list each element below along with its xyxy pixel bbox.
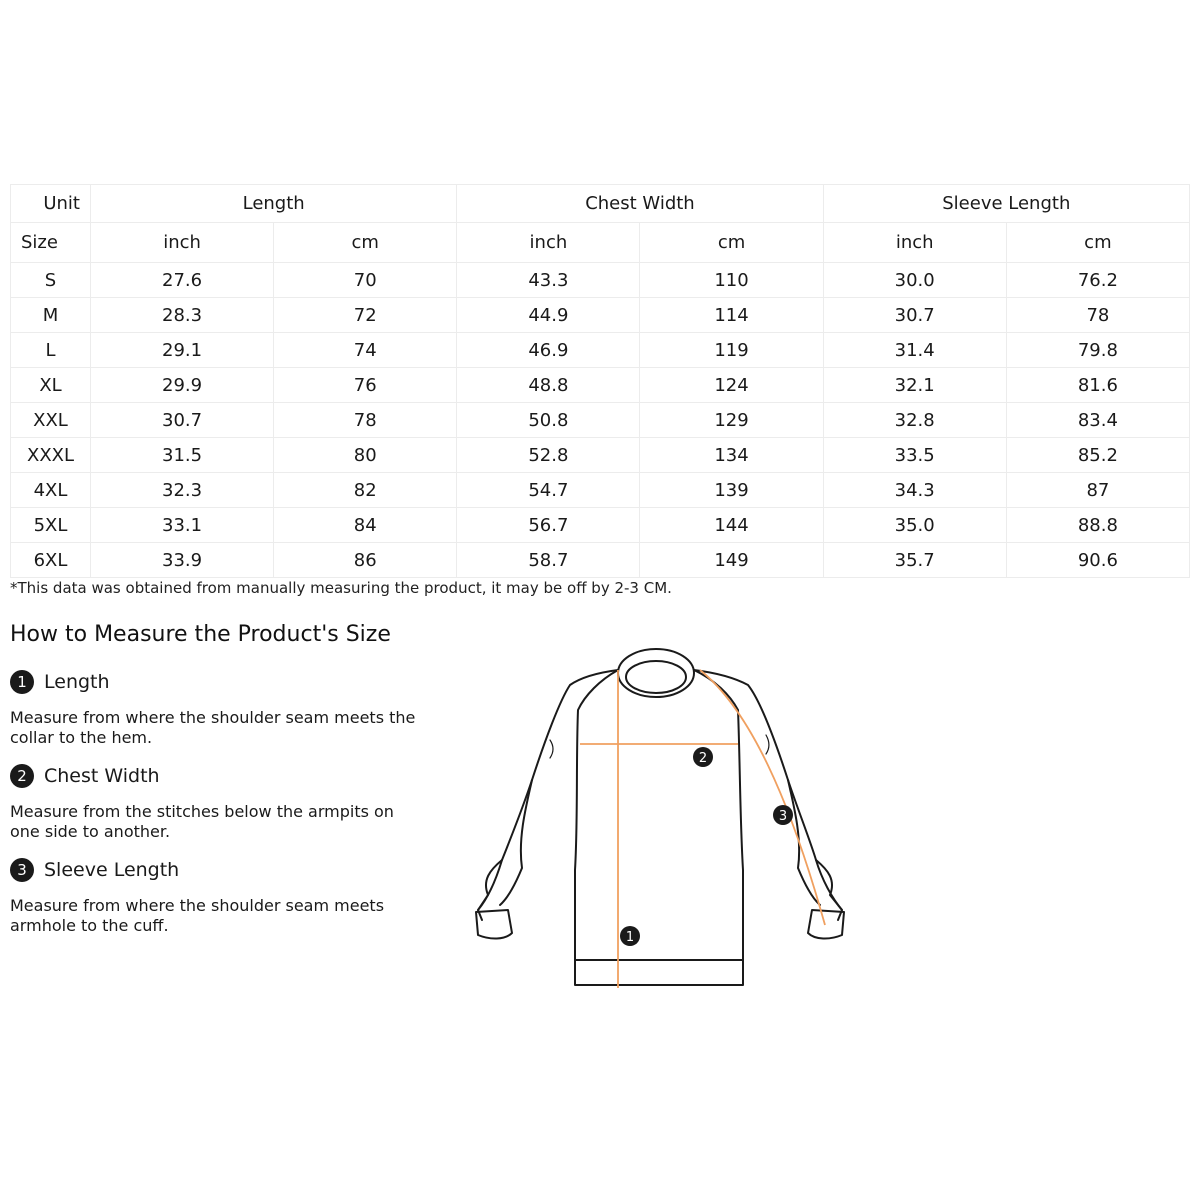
measurement-cell: 139 [640, 473, 823, 508]
left-raglan-seam [575, 670, 618, 960]
measurement-cell: 84 [274, 508, 457, 543]
table-row [11, 368, 1190, 403]
size-cell: XXXL [11, 438, 91, 473]
size-cell: 6XL [11, 543, 91, 578]
size-cell: 4XL [11, 473, 91, 508]
right-cuff [808, 910, 844, 939]
marker-2 [693, 747, 713, 767]
step-number-badge: 3 [10, 858, 34, 882]
subunit-header: inch [91, 223, 274, 263]
subunit-header: cm [274, 223, 457, 263]
table-header-units [11, 223, 1190, 263]
measurement-cell: 32.8 [823, 403, 1006, 438]
measurement-cell: 43.3 [457, 263, 640, 298]
right-sleeve-inner [788, 780, 820, 905]
unit-label: Unit [11, 185, 91, 223]
svg-text:3: 3 [778, 809, 788, 824]
measurement-cell: 79.8 [1006, 333, 1189, 368]
measurement-cell: 29.1 [91, 333, 274, 368]
measurement-cell: 129 [640, 403, 823, 438]
measurement-cell: 83.4 [1006, 403, 1189, 438]
measurement-cell: 32.1 [823, 368, 1006, 403]
measurement-cell: 88.8 [1006, 508, 1189, 543]
svg-text:1: 1 [625, 930, 635, 945]
size-cell: S [11, 263, 91, 298]
measurement-cell: 56.7 [457, 508, 640, 543]
step-title: Sleeve Length [44, 859, 180, 881]
left-sleeve-outer [478, 670, 618, 920]
measurement-cell: 32.3 [91, 473, 274, 508]
measurement-cell: 58.7 [457, 543, 640, 578]
measurement-cell: 35.0 [823, 508, 1006, 543]
marker-3 [773, 805, 793, 825]
measurement-cell: 29.9 [91, 368, 274, 403]
measurement-cell: 149 [640, 543, 823, 578]
measurement-cell: 76.2 [1006, 263, 1189, 298]
measurement-cell: 27.6 [91, 263, 274, 298]
measurement-cell: 85.2 [1006, 438, 1189, 473]
measurement-cell: 78 [274, 403, 457, 438]
measurement-cell: 31.4 [823, 333, 1006, 368]
table-row [11, 263, 1190, 298]
size-cell: XXL [11, 403, 91, 438]
step-description: Measure from where the shoulder seam meets armhole to the cuff. [10, 896, 385, 935]
measurement-cell: 134 [640, 438, 823, 473]
sweatshirt-diagram [460, 640, 860, 1000]
measurement-cell: 28.3 [91, 298, 274, 333]
table-row [11, 438, 1190, 473]
step-number-badge: 1 [10, 670, 34, 694]
measurement-cell: 30.7 [823, 298, 1006, 333]
left-sleeve-inner [500, 780, 532, 905]
measurement-cell: 30.0 [823, 263, 1006, 298]
measurement-cell: 50.8 [457, 403, 640, 438]
measurement-cell: 82 [274, 473, 457, 508]
measurement-note: *This data was obtained from manually measuring the product, it may be off by 2-3 CM. [10, 579, 672, 597]
right-sleeve-gather [816, 860, 842, 910]
subunit-header: inch [457, 223, 640, 263]
step-description: Measure from the stitches below the armpits on one side to another. [10, 802, 394, 841]
table-row [11, 543, 1190, 578]
step-title: Length [44, 671, 110, 693]
table-row [11, 333, 1190, 368]
left-sleeve-gather [478, 860, 502, 910]
measurement-cell: 119 [640, 333, 823, 368]
measurement-lines [580, 670, 825, 988]
size-chart-table [10, 184, 1190, 578]
svg-text:2: 2 [698, 751, 708, 766]
group-length: Length [91, 185, 457, 223]
table-row [11, 508, 1190, 543]
step-title: Chest Width [44, 765, 160, 787]
size-label: Size [11, 223, 91, 263]
measurement-cell: 46.9 [457, 333, 640, 368]
left-cuff [476, 910, 512, 939]
measurement-cell: 76 [274, 368, 457, 403]
size-cell: 5XL [11, 508, 91, 543]
measurement-cell: 30.7 [91, 403, 274, 438]
measurement-cell: 87 [1006, 473, 1189, 508]
measurement-cell: 33.1 [91, 508, 274, 543]
group-sleeve-length: Sleeve Length [823, 185, 1189, 223]
measurement-cell: 124 [640, 368, 823, 403]
measurement-cell: 52.8 [457, 438, 640, 473]
measurement-cell: 81.6 [1006, 368, 1189, 403]
measurement-cell: 33.5 [823, 438, 1006, 473]
measurement-cell: 54.7 [457, 473, 640, 508]
table-row [11, 403, 1190, 438]
collar-inner [626, 661, 686, 693]
measurement-cell: 90.6 [1006, 543, 1189, 578]
table-header-groups [11, 185, 1190, 223]
left-fold-mark [550, 740, 553, 758]
measurement-cell: 74 [274, 333, 457, 368]
measurement-cell: 48.8 [457, 368, 640, 403]
group-chest-width: Chest Width [457, 185, 823, 223]
subunit-header: inch [823, 223, 1006, 263]
step-sleeve-length [10, 858, 440, 936]
measurement-cell: 44.9 [457, 298, 640, 333]
measurement-cell: 110 [640, 263, 823, 298]
measurement-cell: 33.9 [91, 543, 274, 578]
measurement-cell: 144 [640, 508, 823, 543]
right-fold-mark [766, 735, 769, 754]
measurement-cell: 34.3 [823, 473, 1006, 508]
right-sleeve-outer [694, 670, 842, 920]
right-raglan-seam [694, 670, 743, 960]
measurement-cell: 72 [274, 298, 457, 333]
howto-title: How to Measure the Product's Size [10, 622, 391, 647]
step-chest-width [10, 764, 440, 842]
measurement-cell: 31.5 [91, 438, 274, 473]
measurement-cell: 78 [1006, 298, 1189, 333]
subunit-header: cm [640, 223, 823, 263]
marker-1 [620, 926, 640, 946]
size-cell: XL [11, 368, 91, 403]
collar-outer [618, 649, 694, 697]
step-length [10, 670, 440, 748]
size-cell: L [11, 333, 91, 368]
step-number-badge: 2 [10, 764, 34, 788]
measurement-cell: 86 [274, 543, 457, 578]
step-description: Measure from where the shoulder seam meets the collar to the hem. [10, 708, 416, 747]
subunit-header: cm [1006, 223, 1189, 263]
measurement-cell: 80 [274, 438, 457, 473]
table-row [11, 473, 1190, 508]
size-cell: M [11, 298, 91, 333]
table-row [11, 298, 1190, 333]
measurement-cell: 70 [274, 263, 457, 298]
measurement-cell: 35.7 [823, 543, 1006, 578]
hem-band [575, 960, 743, 985]
measurement-cell: 114 [640, 298, 823, 333]
